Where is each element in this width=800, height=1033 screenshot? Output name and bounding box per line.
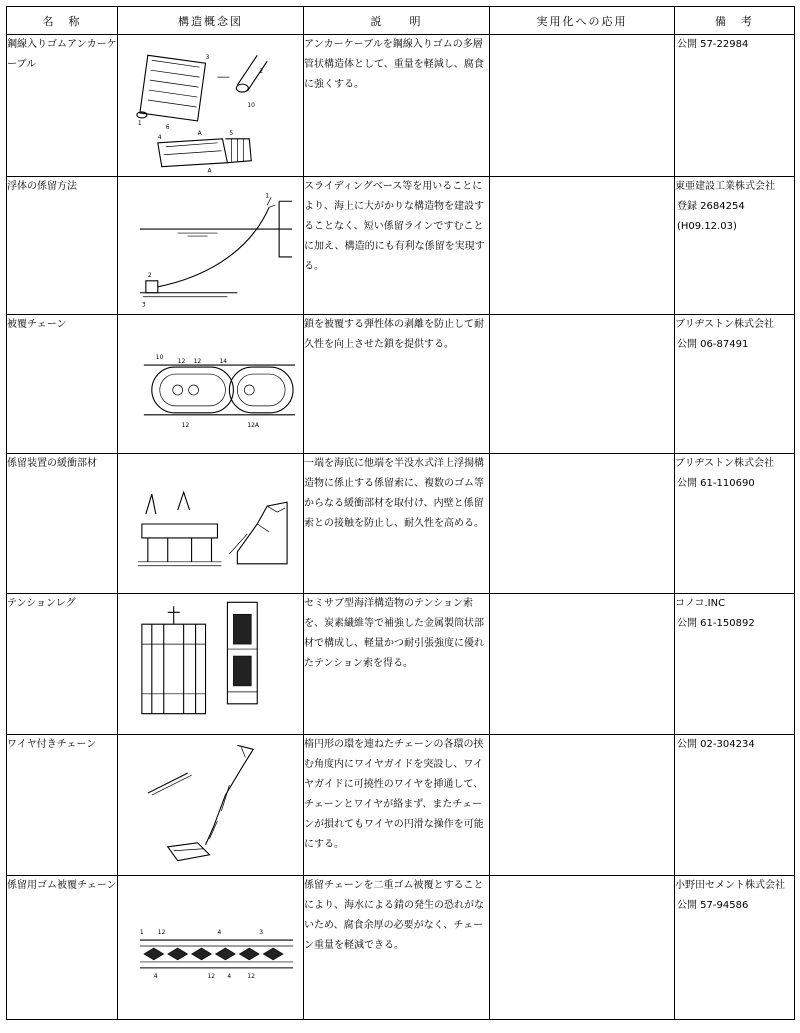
fig-label: 1 xyxy=(137,119,142,127)
fig-label: 4 xyxy=(153,972,158,980)
fig-label: 2 xyxy=(147,271,152,279)
tension-leg-diagram xyxy=(118,594,303,734)
fig-label: 12A xyxy=(247,421,259,429)
wire-chain-diagram xyxy=(118,735,303,875)
table-row xyxy=(7,315,795,454)
mooring-buffer-diagram xyxy=(118,454,303,593)
fig-label: 12 xyxy=(247,972,255,980)
header-application: 実用化への応用 xyxy=(490,7,675,35)
fig-label: 1 xyxy=(265,192,270,200)
row-diagram xyxy=(118,35,304,177)
row-description: スライディングベース等を用いることにより、海上に大がかりな構造物を建設することなく、短い係留ラインですむことに加え、構造的にも有利な係留を実現する。 xyxy=(304,177,490,315)
row-diagram xyxy=(118,876,304,1020)
row-name: テンションレグ xyxy=(7,594,118,735)
row-remarks xyxy=(675,454,795,594)
row-description: 一端を海底に他端を半没水式洋上浮揚構造物に係止する係留索に、複数のゴム等からなる緩衝部材を取付け、内壁と係留索との接触を防止し、耐久性を高める。 xyxy=(304,454,490,594)
row-application xyxy=(490,594,675,735)
row-patent-number: 公開 61-110690 xyxy=(677,478,755,489)
table-row xyxy=(7,594,795,735)
fig-label: 5 xyxy=(229,129,234,137)
row-description: セミサブ型海洋構造物のテンション索を、炭素繊維等で補強した金属製筒状部材で構成し、軽量かつ耐引張強度に優れたテンション索を得る。 xyxy=(304,594,490,735)
row-remarks xyxy=(675,876,795,1020)
header-remarks: 備 考 xyxy=(675,7,795,35)
fig-label: 12 xyxy=(207,972,216,980)
row-description: 楕円形の環を連ねたチェーンの各環の挟む角度内にワイヤガイドを突設し、ワイヤガイドに可撓性のワイヤを挿通して、チェーンとワイヤが絡まず、またチェーンが損れてもワイヤの円滑な操作を可能にする。 xyxy=(304,735,490,876)
row-name: 係留用ゴム被覆チェーン xyxy=(7,876,118,1020)
fig-label: 3 xyxy=(141,301,146,309)
row-company: 小野田セメント株式会社 xyxy=(675,880,785,891)
row-name: 鋼線入りゴムアンカーケーブル xyxy=(7,35,118,177)
row-patent-number: 登録 2684254 xyxy=(677,201,745,212)
rubber-coated-chain-diagram xyxy=(118,876,303,1019)
row-application xyxy=(490,876,675,1020)
table-row xyxy=(7,454,795,594)
row-company: ブリヂストン株式会社 xyxy=(675,458,774,469)
row-date: (H09.12.03) xyxy=(677,221,737,232)
coated-chain-diagram xyxy=(118,315,303,453)
row-patent-number: 公開 61-150892 xyxy=(677,618,755,629)
row-remarks xyxy=(675,594,795,735)
row-application xyxy=(490,177,675,315)
row-application xyxy=(490,35,675,177)
floating-mooring-diagram xyxy=(118,177,303,314)
row-name: 被覆チェーン xyxy=(7,315,118,454)
fig-label: 12 xyxy=(181,421,190,429)
row-application xyxy=(490,454,675,594)
fig-label: 4 xyxy=(227,972,232,980)
row-name: ワイヤ付きチェーン xyxy=(7,735,118,876)
row-remarks xyxy=(675,735,795,876)
row-diagram xyxy=(118,454,304,594)
row-remarks xyxy=(675,177,795,315)
fig-label: 14 xyxy=(219,358,228,366)
row-remarks xyxy=(675,35,795,177)
fig-label: 4 xyxy=(157,133,162,141)
fig-label: A xyxy=(207,167,212,175)
fig-label: 2 xyxy=(259,68,264,76)
header-name: 名 称 xyxy=(7,7,118,35)
row-description: 鎖を被覆する弾性体の剥離を防止して耐久性を向上させた鎖を提供する。 xyxy=(304,315,490,454)
table-row xyxy=(7,735,795,876)
fig-label: A xyxy=(197,129,202,137)
row-company: コノコ.INC xyxy=(675,598,726,609)
table-row xyxy=(7,876,795,1020)
fig-label: 12 xyxy=(193,358,202,366)
row-diagram xyxy=(118,177,304,315)
fig-label: 3 xyxy=(205,54,210,62)
row-company: 東亜建設工業株式会社 xyxy=(675,181,775,192)
fig-label: 1 xyxy=(139,929,144,937)
header-description: 説 明 xyxy=(304,7,490,35)
rubber-anchor-cable-diagram xyxy=(118,35,303,176)
row-company: ブリヂストン株式会社 xyxy=(675,319,774,330)
fig-label: 12 xyxy=(157,929,166,937)
table-row xyxy=(7,35,795,177)
row-application xyxy=(490,735,675,876)
fig-label: 10 xyxy=(155,354,164,362)
row-diagram xyxy=(118,315,304,454)
table-row xyxy=(7,177,795,315)
row-patent-number: 公開 57-22984 xyxy=(677,39,749,50)
row-description: アンカーケーブルを鋼線入りゴムの多層管状構造体として、重量を軽減し、腐食に強くする。 xyxy=(304,35,490,177)
row-name: 係留装置の緩衝部材 xyxy=(7,454,118,594)
row-diagram xyxy=(118,594,304,735)
row-remarks xyxy=(675,315,795,454)
header-diagram: 構造概念図 xyxy=(118,7,304,35)
row-description: 係留チェーンを二重ゴム被覆とすることにより、海水による錆の発生の恐れがないため、腐食余厚の必要がなく、チェーン重量を軽減できる。 xyxy=(304,876,490,1020)
fig-label: 10 xyxy=(247,101,255,109)
row-diagram xyxy=(118,735,304,876)
row-patent-number: 公開 06-87491 xyxy=(677,339,749,350)
fig-label: 3 xyxy=(259,929,264,937)
row-application xyxy=(490,315,675,454)
row-patent-number: 公開 02-304234 xyxy=(677,739,755,750)
fig-label: 4 xyxy=(217,929,222,937)
row-name: 浮体の係留方法 xyxy=(7,177,118,315)
fig-label: 6 xyxy=(165,123,170,131)
row-patent-number: 公開 57-94586 xyxy=(677,900,749,911)
header-row xyxy=(7,7,795,35)
fig-label: 12 xyxy=(177,358,186,366)
patent-table xyxy=(6,6,795,1020)
